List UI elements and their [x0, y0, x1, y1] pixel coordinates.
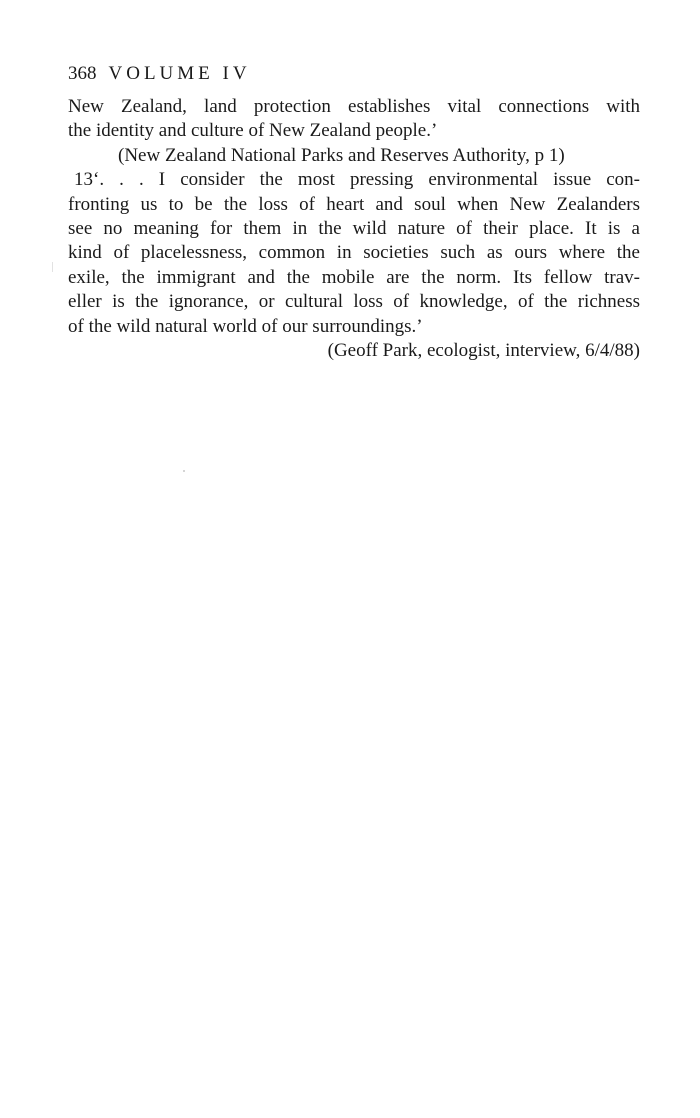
text-line-8: exile, the immigrant and the mobile are the norm. Its fellow trav-: [68, 266, 640, 288]
quote-13-start: 13‘. . . I consider the most pressing environmental issue con-: [74, 169, 640, 191]
book-page: [68, 62, 640, 363]
page-number: 368: [68, 63, 97, 84]
text-line-7: kind of placelessness, common in societies such as ours where the: [68, 242, 640, 264]
citation-nzpra: (New Zealand National Parks and Reserves Authority, p 1): [118, 144, 565, 166]
running-head: [68, 62, 640, 86]
text-line-1: New Zealand, land protection establishes vital connections with: [68, 96, 640, 117]
scan-edge-mark: [52, 262, 53, 272]
volume-title: VOLUME IV: [108, 63, 251, 84]
citation-geoff-park: (Geoff Park, ecologist, interview, 6/4/88): [327, 340, 640, 362]
text-line-5: fronting us to be the loss of heart and soul when New Zealanders: [68, 193, 640, 215]
text-line-2: the identity and culture of New Zealand people.’: [68, 120, 438, 142]
text-line-6: see no meaning for them in the wild nature of their place. It is a: [68, 218, 640, 240]
text-line-9: eller is the ignorance, or cultural loss of knowledge, of the richness: [68, 291, 640, 313]
scan-speck: [183, 470, 185, 472]
text-line-10: of the wild natural world of our surroundings.’: [68, 315, 423, 337]
